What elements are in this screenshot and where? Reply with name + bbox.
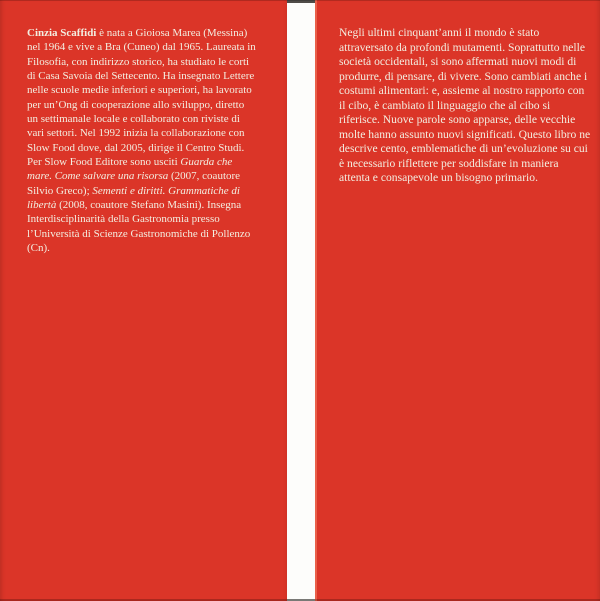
book-title-1: Guarda che mare. Come salvare una risorsa bbox=[27, 156, 233, 183]
author-bio-text-2: (2007, coautore Silvio Greco); bbox=[27, 170, 241, 197]
fold-highlight-line bbox=[315, 0, 317, 601]
right-flap bbox=[315, 0, 600, 601]
book-title-2: Sementi e diritti. Grammatiche di libertà bbox=[27, 184, 240, 212]
photo-top-edge-shadow bbox=[0, 0, 600, 1]
left-flap bbox=[0, 0, 287, 601]
author-name: Cinzia Scaffidi bbox=[27, 27, 97, 39]
spine-gap bbox=[287, 0, 315, 601]
blurb-paragraph bbox=[339, 26, 591, 186]
author-bio-paragraph bbox=[27, 26, 257, 256]
blurb-text: Negli ultimi cinquant’anni il mondo è stato attraversato da profondi mutamenti. Soprattutto nelle società occidentali, si sono affermati nuovi modi di produrre, di pensare, di vivere. Sono cambiati anche i costumi alimentari: e, assieme al nostro rapporto con il cibo, è cambiato il linguaggio che al cibo si riferisce. Nuove parole sono apparse, delle vecchie molte hanno assunto nuovi significati. Questo libro ne descrive cento, emblematiche di un’evoluzione su cui è necessario riflettere per soddisfare in maniera attenta e consapevole un bisogno primario. bbox=[339, 26, 591, 184]
author-bio-text-3: (2008, coautore Stefano Masini). Insegna Interdisciplinarità della Gastronomia presso l’Università di Scienze Gastronomiche di Pollenzo (Cn). bbox=[27, 199, 251, 255]
author-bio-text-1: è nata a Gioiosa Marea (Messina) nel 1964 e vive a Bra (Cuneo) dal 1965. Laureata in Filosofia, con indirizzo storico, ha studiato le corti di Casa Savoia del Settecento. Ha insegnato Lettere nelle scuole medie inferiori e superiori, ha lavorato per un’Ong di cooperazione allo sviluppo, diretto un settimanale locale e collaborato con riviste di vari settori. Nel 1992 inizia la collaborazione con Slow Food dove, dal 2005, dirige il Centro Studi. Per Slow Food Editore sono usciti bbox=[27, 27, 256, 169]
